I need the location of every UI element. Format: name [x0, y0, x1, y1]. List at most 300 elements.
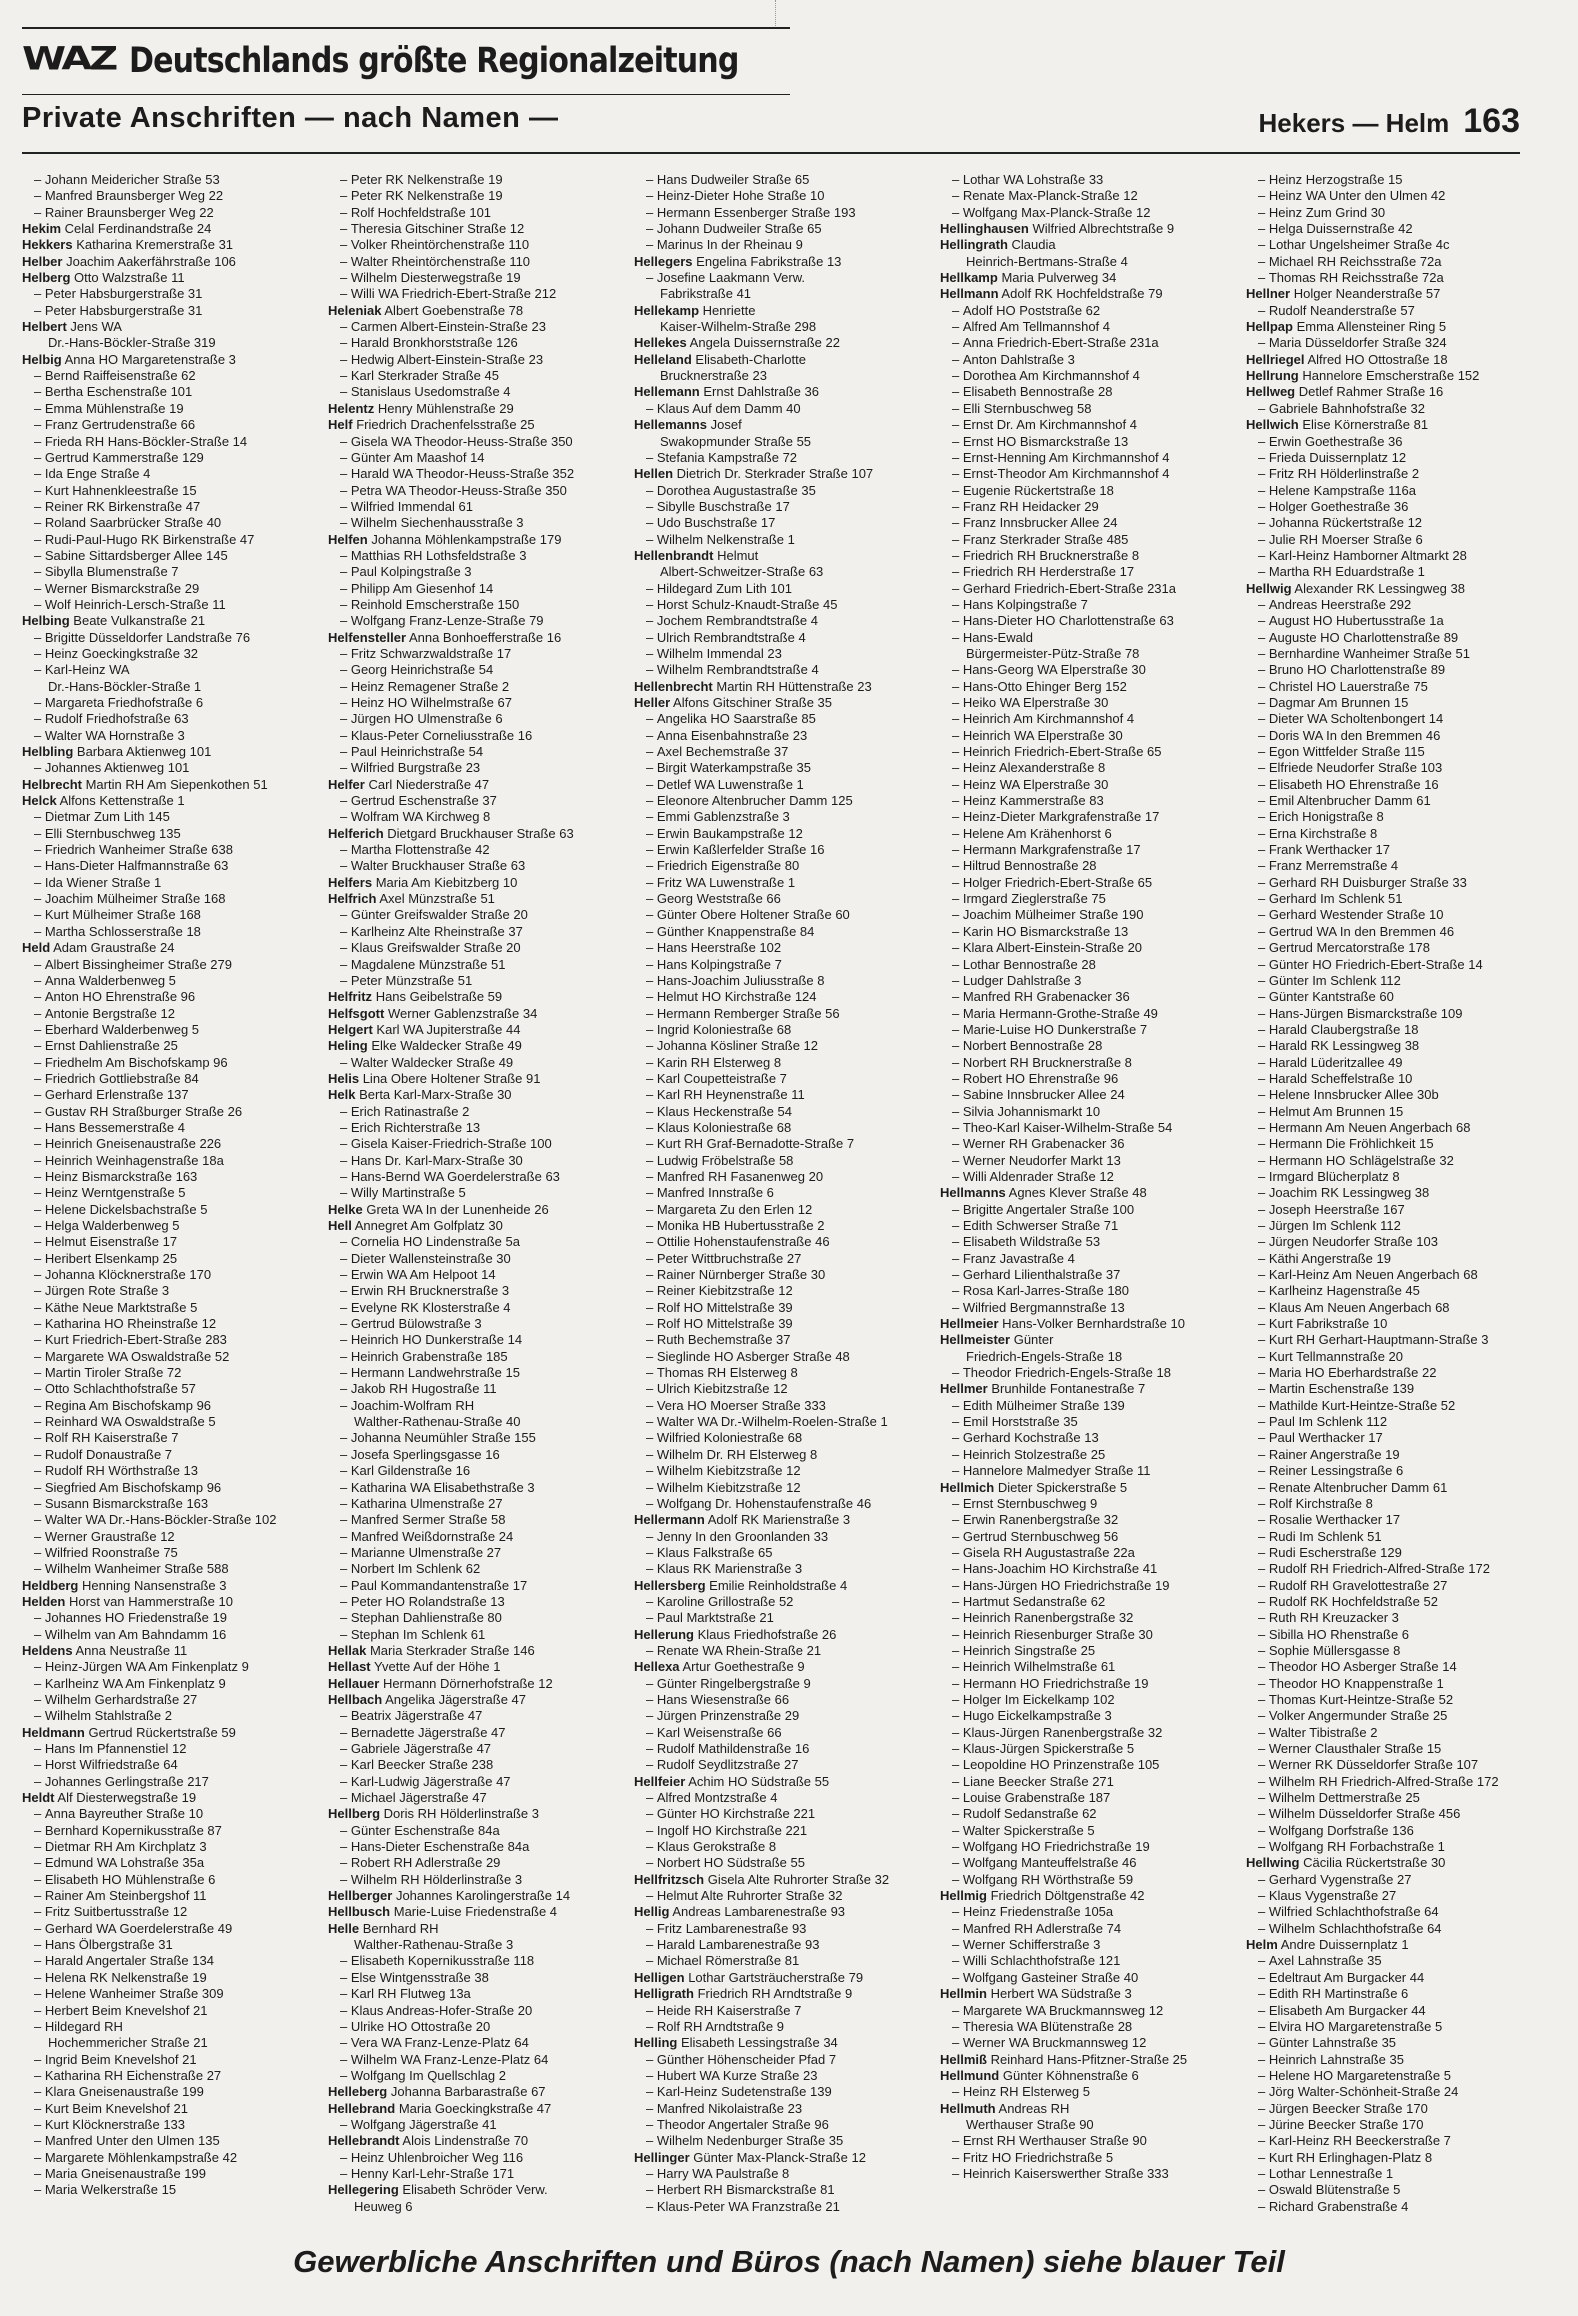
entry-details: Wolfgang Gasteiner Straße 40 [962, 1969, 1139, 1985]
entry-details: Adolf RK Marienstraße 3 [707, 1512, 851, 1528]
listing-entry [940, 679, 1230, 695]
entry-details: Werner Graustraße 12 [44, 1528, 175, 1544]
entry-details: Elisabeth Wildstraße 53 [962, 1234, 1101, 1250]
listing-entry [634, 1153, 924, 1169]
entry-details: Heinrich Wilhelmstraße 61 [962, 1659, 1116, 1675]
entry-details: Harald Bronkhorststraße 126 [350, 335, 518, 351]
entry-details: Robert RH Adlerstraße 29 [350, 1855, 501, 1871]
surname: Hellberger [328, 1888, 393, 1904]
listing-entry [940, 1725, 1230, 1741]
listing-entry [1246, 1136, 1536, 1152]
entry-details: Jenny In den Groonlanden 33 [656, 1528, 829, 1544]
surname-entry [940, 1185, 1230, 1201]
entry-details: Maria Welkerstraße 15 [44, 2182, 177, 2198]
entry-details: Eleonore Altenbrucher Damm 125 [656, 793, 853, 809]
surname-entry [328, 2084, 618, 2100]
surname: Helfritz [328, 989, 373, 1005]
listing-entry [940, 1643, 1230, 1659]
surname-entry [328, 1218, 618, 1234]
entry-details: Celal Ferdinandstraße 24 [64, 221, 212, 237]
listing-entry [22, 1855, 312, 1871]
entry-details: Elisabeth Lessingstraße 34 [680, 2035, 838, 2051]
surname: Hellmin [940, 1986, 987, 2002]
entry-details: Adolf HO Poststraße 62 [962, 302, 1101, 318]
listing-entry [634, 581, 924, 597]
page-range-header [1259, 102, 1521, 141]
listing-entry [634, 1104, 924, 1120]
entry-details: Elisabeth Kopernikusstraße 118 [350, 1953, 535, 1969]
entry-details: Hermann Dörnerhofstraße 12 [382, 1675, 553, 1691]
entry-details: Harald WA Theodor-Heuss-Straße 352 [350, 466, 575, 482]
listing-entry [1246, 1496, 1536, 1512]
entry-details: Günther Höhenscheider Pfad 7 [656, 2051, 837, 2067]
listing-entry [634, 1594, 924, 1610]
entry-details: Harald Lüderitzallee 49 [1268, 1054, 1403, 1070]
entry-details: Ernst HO Bismarckstraße 13 [962, 433, 1129, 449]
entry-details: Heinz Kammerstraße 83 [962, 793, 1104, 809]
listing-entry [940, 1496, 1230, 1512]
entry-details: Sophie Müllersgasse 8 [1268, 1642, 1401, 1658]
surname-entry [22, 319, 312, 335]
surname: Hellriegel [1246, 351, 1305, 367]
listing-entry [328, 205, 618, 221]
entry-details: Walter WA Dr.-Hans-Böckler-Straße 102 [44, 1512, 277, 1528]
listing-entry [940, 532, 1230, 548]
listing-entry [1246, 1839, 1536, 1855]
entry-details: Andreas RH [998, 2100, 1070, 2116]
entry-details: Heinz-Dieter Markgrafenstraße 17 [962, 809, 1160, 825]
entry-details: Wilfried Burgstraße 23 [350, 760, 481, 776]
entry-details: Werner WA Bruckmannsweg 12 [962, 2035, 1147, 2051]
entry-details: Ruth RH Kreuzacker 3 [1268, 1610, 1399, 1626]
entry-details: Fabrikstraße 41 [660, 286, 752, 302]
entry-details: Gisela WA Theodor-Heuss-Straße 350 [350, 433, 573, 449]
entry-details: Rudolf RH Wörthstraße 13 [44, 1463, 199, 1479]
listing-entry [1246, 1398, 1536, 1414]
entry-details: Michael Jägerstraße 47 [350, 1790, 487, 1806]
listing-entry [328, 2003, 618, 2019]
entry-details: Günter Obere Holtener Straße 60 [656, 907, 850, 923]
entry-details: Philipp Am Giesenhof 14 [350, 580, 494, 596]
listing-entry [940, 466, 1230, 482]
entry-details: Sibylla Blumenstraße 7 [44, 564, 179, 580]
entry-details: Wilhelm Stahlstraße 2 [44, 1708, 172, 1724]
entry-continuation [22, 335, 312, 351]
entry-details: Hans-Ewald [962, 629, 1033, 645]
listing-entry [22, 1234, 312, 1250]
listing-entry [22, 695, 312, 711]
entry-details: Wilhelm Nedenburger Straße 35 [656, 2133, 844, 2149]
entry-details: Emilie Reinholdstraße 4 [709, 1577, 848, 1593]
listing-entry [634, 1823, 924, 1839]
entry-details: Gerhard Erlenstraße 137 [44, 1087, 189, 1103]
surname: Heller [634, 695, 671, 710]
entry-details: Karl Beecker Straße 238 [350, 1757, 494, 1773]
entry-details: Gerhard Vygenstraße 27 [1268, 1871, 1412, 1887]
entry-details: Edeltraut Am Burgacker 44 [1268, 1969, 1425, 1985]
listing-entry [22, 1185, 312, 1201]
entry-details: Klaus-Jürgen Spickerstraße 5 [962, 1741, 1135, 1756]
listing-entry [940, 989, 1230, 1005]
entry-details: Rolf HO Mittelstraße 39 [656, 1299, 793, 1315]
listing-entry [634, 172, 924, 188]
listing-entry [1246, 2035, 1536, 2051]
listing-entry [940, 809, 1230, 825]
entry-details: Heinz-Dieter Hohe Straße 10 [656, 188, 825, 204]
entry-details: Silvia Johannismarkt 10 [962, 1103, 1101, 1119]
surname: Helfrich [328, 891, 377, 907]
listing-entry [328, 1447, 618, 1463]
entry-details: Kurt Beim Knevelshof 21 [44, 2100, 188, 2116]
listing-entry [940, 1038, 1230, 1054]
listing-entry [22, 401, 312, 417]
entry-details: Harald Lambarenestraße 93 [656, 1937, 820, 1953]
surname-entry [328, 417, 618, 433]
entry-details: Franz Innsbrucker Allee 24 [962, 515, 1118, 531]
listing-entry [22, 2150, 312, 2166]
surname: Hellmig [940, 1888, 987, 1904]
entry-details: Manfred Nikolaistraße 23 [656, 2100, 803, 2116]
surname-entry [328, 1921, 618, 1937]
listing-entry [328, 1741, 618, 1757]
listing-entry [22, 989, 312, 1005]
entry-details: Klaus Auf dem Damm 40 [656, 400, 801, 416]
entry-details: Gerhard Friedrich-Ebert-Straße 231a [962, 580, 1176, 596]
entry-details: Hans-Otto Ehinger Berg 152 [962, 678, 1127, 694]
entry-details: Hermann Markgrafenstraße 17 [962, 842, 1141, 858]
listing-entry [634, 1708, 924, 1724]
surname: Heldt [22, 1790, 55, 1806]
entry-details: Bernhard RH [362, 1920, 439, 1936]
listing-entry [940, 1283, 1230, 1299]
surname-entry [940, 1986, 1230, 2002]
entry-details: Karl Sterkrader Straße 45 [350, 368, 499, 384]
entry-details: Heinrich Weinhagenstraße 18a [44, 1152, 224, 1168]
listing-entry [940, 1659, 1230, 1675]
entry-details: Kurt Friedrich-Ebert-Straße 283 [44, 1332, 227, 1348]
entry-details: Franz Sterkrader Straße 485 [962, 531, 1129, 547]
entry-details: Gerhard Kochstraße 13 [962, 1430, 1099, 1446]
entry-details: Robert HO Ehrenstraße 96 [962, 1070, 1119, 1086]
entry-details: Henny Karl-Lehr-Straße 171 [350, 2165, 515, 2181]
listing-entry [328, 1872, 618, 1888]
listing-entry [940, 728, 1230, 744]
entry-details: Ludwig Fröbelstraße 58 [656, 1152, 794, 1168]
listing-entry [1246, 515, 1536, 531]
listing-entry [1246, 826, 1536, 842]
listing-entry [328, 1398, 618, 1414]
entry-details: Rolf Hochfeldstraße 101 [350, 204, 492, 220]
listing-entry [634, 826, 924, 842]
listing-entry [940, 630, 1230, 646]
listing-entry [22, 1512, 312, 1528]
entry-details: Heinrich Lahnstraße 35 [1268, 2051, 1404, 2067]
listing-entry [634, 2019, 924, 2035]
listing-entry [328, 1381, 618, 1397]
entry-details: Marie-Luise HO Dunkerstraße 7 [962, 1021, 1148, 1037]
entry-details: Hans Im Pfannenstiel 12 [44, 1741, 187, 1756]
entry-details: Jürgen Prinzenstraße 29 [656, 1708, 800, 1724]
entry-details: Hans Ölbergstraße 31 [44, 1937, 173, 1953]
entry-details: Katharina Ulmenstraße 27 [350, 1495, 503, 1511]
entry-details: Ernst-Henning Am Kirchmannshof 4 [962, 449, 1170, 465]
listing-entry [634, 205, 924, 221]
entry-details: Lothar WA Lohstraße 33 [962, 172, 1104, 187]
entry-details: Elise Körnerstraße 81 [1302, 417, 1429, 433]
listing-entry [634, 532, 924, 548]
listing-entry [328, 1153, 618, 1169]
entry-details: Holger Im Eickelkamp 102 [962, 1691, 1115, 1707]
listing-entry [940, 662, 1230, 678]
entry-details: Günter Im Schlenk 112 [1268, 972, 1401, 988]
entry-details: Klaus-Peter Corneliusstraße 16 [350, 727, 533, 743]
entry-details: Joachim Mülheimer Straße 190 [962, 907, 1144, 923]
listing-entry [22, 2084, 312, 2100]
surname-entry [634, 1904, 924, 1920]
listing-entry [1246, 630, 1536, 646]
surname-entry [328, 630, 618, 646]
entry-details: Irmgard Blücherplatz 8 [1268, 1168, 1400, 1184]
listing-entry [634, 1349, 924, 1365]
entry-details: Margarete Möhlenkampstraße 42 [44, 2149, 238, 2165]
entry-details: Rosa Karl-Jarres-Straße 180 [962, 1283, 1130, 1299]
listing-entry [634, 1447, 924, 1463]
entry-details: Wolfgang Im Quellschlag 2 [350, 2067, 506, 2083]
listing-entry [634, 1741, 924, 1757]
entry-details: Kurt RH Erlinghagen-Platz 8 [1268, 2149, 1433, 2165]
entry-details: Johannes Gerlingstraße 217 [44, 1773, 209, 1789]
entry-details: Alois Lindenstraße 70 [402, 2133, 529, 2149]
listing-entry [328, 1136, 618, 1152]
listing-entry [940, 2084, 1230, 2100]
listing-entry [1246, 2019, 1536, 2035]
entry-details: Karl-Heinz Sudetenstraße 139 [656, 2084, 832, 2100]
surname-entry [22, 1790, 312, 1806]
surname-entry [634, 1627, 924, 1643]
listing-entry [634, 1725, 924, 1741]
entry-details: Harald RK Lessingweg 38 [1268, 1038, 1420, 1054]
entry-details: Helmut HO Kirchstraße 124 [656, 989, 817, 1005]
entry-details: Horst Wilfriedstraße 64 [44, 1757, 178, 1773]
entry-details: Wolfram WA Kirchweg 8 [350, 809, 491, 825]
listing-entry [22, 2133, 312, 2149]
entry-details: Ulrike HO Ottostraße 20 [350, 2018, 491, 2034]
listing-entry [328, 1430, 618, 1446]
listing-entry [940, 1872, 1230, 1888]
entry-continuation [634, 368, 924, 384]
entry-details: Jürine Beecker Straße 170 [1268, 2116, 1424, 2132]
entry-details: Thomas RH Reichsstraße 72a [1268, 270, 1444, 286]
entry-details: Friedrich RH Arndtstraße 9 [697, 1986, 853, 2002]
listing-entry [22, 1774, 312, 1790]
entry-details: Hans-Volker Bernhardstraße 10 [1002, 1316, 1185, 1332]
entry-details: Heiko WA Elperstraße 30 [962, 695, 1109, 710]
entry-details: Gisela Kaiser-Friedrich-Straße 100 [350, 1136, 552, 1152]
entry-details: Manfred Braunsberger Weg 22 [44, 188, 224, 204]
entry-details: Klara Albert-Einstein-Straße 20 [962, 940, 1143, 956]
entry-details: Elke Waldecker Straße 49 [371, 1038, 522, 1054]
entry-details: Siegfried Am Bischofskamp 96 [44, 1479, 222, 1495]
listing-entry [1246, 221, 1536, 237]
listing-entry [940, 777, 1230, 793]
listing-entry [22, 2019, 312, 2035]
entry-details: Fritz Lambarenestraße 93 [656, 1920, 807, 1936]
entry-details: Emmi Gablenzstraße 3 [656, 809, 790, 825]
entry-details: Stefania Kampstraße 72 [656, 449, 798, 465]
surname: Hellak [328, 1642, 367, 1658]
surname: Helligen [634, 1969, 685, 1985]
surname-entry [634, 1774, 924, 1790]
listing-entry [1246, 483, 1536, 499]
entry-details: Manfred Innstraße 6 [656, 1185, 774, 1201]
entry-details: Joachim RK Lessingweg 38 [1268, 1185, 1430, 1201]
entry-details: Egon Wittfelder Straße 115 [1268, 744, 1425, 760]
entry-details: Helmut Am Brunnen 15 [1268, 1103, 1404, 1119]
entry-details: Heinz Friedenstraße 105a [962, 1904, 1114, 1920]
listing-entry [328, 1185, 618, 1201]
entry-details: Reinhold Emscherstraße 150 [350, 596, 520, 612]
listing-entry [328, 695, 618, 711]
entry-details: Hans Geibelstraße 59 [375, 989, 503, 1005]
entry-details: Reinhard WA Oswaldstraße 5 [44, 1414, 216, 1430]
listing-entry [328, 744, 618, 760]
listing-entry [634, 188, 924, 204]
entry-details: Harald Claubergstraße 18 [1268, 1021, 1419, 1037]
listing-entry [328, 1267, 618, 1283]
entry-details: Dietmar Zum Lith 145 [44, 809, 170, 825]
listing-entry [634, 2117, 924, 2133]
entry-details: Friedrich RH Herderstraße 17 [962, 564, 1135, 580]
entry-details: Holger Neanderstraße 57 [1293, 286, 1441, 302]
entry-details: Annegret Am Golfplatz 30 [354, 1218, 503, 1233]
surname: Hellerung [634, 1626, 694, 1642]
surname-entry [328, 2101, 618, 2117]
listing-entry [22, 907, 312, 923]
listing-entry [22, 1986, 312, 2002]
entry-details: Rudolf Neanderstraße 57 [1268, 302, 1415, 318]
listing-entry [634, 2101, 924, 2117]
entry-details: Adolf RK Hochfeldstraße 79 [1001, 286, 1163, 302]
listing-entry [940, 2133, 1230, 2149]
listing-entry [328, 1463, 618, 1479]
listing-entry [1246, 532, 1536, 548]
entry-details: Dieter WA Scholtenbongert 14 [1268, 711, 1444, 727]
surname-entry [22, 270, 312, 286]
listing-entry [634, 1038, 924, 1054]
listing-entry [940, 1627, 1230, 1643]
entry-details: Axel Bechemstraße 37 [656, 744, 789, 760]
listing-entry [1246, 1283, 1536, 1299]
entry-details: Joachim Aakerfährstraße 106 [66, 253, 236, 269]
listing-entry [22, 2101, 312, 2117]
entry-details: Peter Habsburgerstraße 31 [44, 286, 203, 302]
listing-entry [634, 1855, 924, 1871]
listing-entry [1246, 907, 1536, 923]
entry-details: Helene Am Krähenhorst 6 [962, 825, 1112, 841]
entry-details: Gertrud Rückertstraße 59 [88, 1724, 236, 1740]
listing-entry [634, 1055, 924, 1071]
surname-entry [22, 254, 312, 270]
entry-details: Eberhard Walderbenweg 5 [44, 1021, 200, 1037]
listing-entry [22, 1381, 312, 1397]
listing-entry [940, 1071, 1230, 1087]
listing-entry [328, 1774, 618, 1790]
entry-details: Walter Tibistraße 2 [1268, 1724, 1378, 1740]
entry-details: Peter Münzstraße 51 [350, 972, 473, 988]
entry-details: Christel HO Lauerstraße 75 [1268, 678, 1428, 694]
listing-entry [22, 1561, 312, 1577]
entry-details: Willy Martinstraße 5 [350, 1185, 466, 1201]
entry-details: Otto Schlachthofstraße 57 [44, 1381, 196, 1397]
entry-details: Wilfried Schlachthofstraße 64 [1268, 1904, 1439, 1920]
entry-details: Helmut [717, 547, 759, 563]
entry-details: Günter Ringelbergstraße 9 [656, 1675, 811, 1691]
listing-entry [328, 1725, 618, 1741]
entry-details: Mathilde Kurt-Heintze-Straße 52 [1268, 1397, 1456, 1413]
entry-details: Holger Goethestraße 36 [1268, 498, 1409, 514]
listing-entry [1246, 1872, 1536, 1888]
entry-details: Theodor HO Asberger Straße 14 [1268, 1659, 1457, 1675]
entry-details: Günter HO Kirchstraße 221 [656, 1806, 816, 1822]
listing-entry [1246, 695, 1536, 711]
entry-details: Udo Buschstraße 17 [656, 515, 776, 531]
listing-entry [22, 1953, 312, 1969]
listing-entry [940, 1398, 1230, 1414]
entry-details: Heinrich Riesenburger Straße 30 [962, 1626, 1153, 1642]
entry-details: Gerhard RH Duisburger Straße 33 [1268, 874, 1467, 890]
surname-entry [328, 1202, 618, 1218]
listing-entry [328, 319, 618, 335]
entry-details: Dr.-Hans-Böckler-Straße 319 [48, 335, 216, 351]
entry-details: Renate Altenbrucher Damm 61 [1268, 1479, 1448, 1495]
entry-details: Ida Enge Straße 4 [44, 466, 151, 482]
entry-details: August HO Hubertusstraße 1a [1268, 613, 1444, 629]
entry-details: Stanislaus Usedomstraße 4 [350, 384, 511, 400]
listing-entry [1246, 1790, 1536, 1806]
surname-entry [22, 221, 312, 237]
entry-details: Axel Münzstraße 51 [379, 891, 495, 907]
entry-details: Ernst-Theodor Am Kirchmannshof 4 [962, 466, 1170, 482]
listing-entry [1246, 1251, 1536, 1267]
surname-entry [1246, 1855, 1536, 1871]
surname-entry [328, 1643, 618, 1659]
entry-details: Martha Schlosserstraße 18 [44, 923, 201, 939]
entry-details: Friedrich-Engels-Straße 18 [966, 1348, 1123, 1364]
listing-entry [1246, 1349, 1536, 1365]
entry-details: Helmut Eisenstraße 17 [44, 1234, 178, 1250]
surname-entry [328, 1692, 618, 1708]
listing-entry [634, 1496, 924, 1512]
entry-details: Else Wintgensstraße 38 [350, 1969, 489, 1985]
entry-details: Gerhard WA Goerdelerstraße 49 [44, 1920, 233, 1936]
entry-details: Norbert HO Südstraße 55 [656, 1855, 805, 1871]
entry-details: Maria Gneisenaustraße 199 [44, 2165, 206, 2181]
surname: Hellast [328, 1659, 371, 1675]
listing-entry [1246, 548, 1536, 564]
entry-details: Elisabeth Bennostraße 28 [962, 384, 1113, 400]
entry-details: Emil Horststraße 35 [962, 1414, 1078, 1430]
listing-entry [940, 1741, 1230, 1757]
listing-entry [940, 1855, 1230, 1871]
surname-entry [22, 237, 312, 253]
listing-entry [634, 1006, 924, 1022]
entry-details: Andreas Heerstraße 292 [1268, 596, 1412, 612]
listing-entry [22, 1218, 312, 1234]
listing-entry [22, 1038, 312, 1054]
entry-details: Erich Honigstraße 8 [1268, 809, 1384, 825]
entry-continuation [940, 646, 1230, 662]
entry-details: Maria Sterkrader Straße 146 [369, 1642, 535, 1658]
